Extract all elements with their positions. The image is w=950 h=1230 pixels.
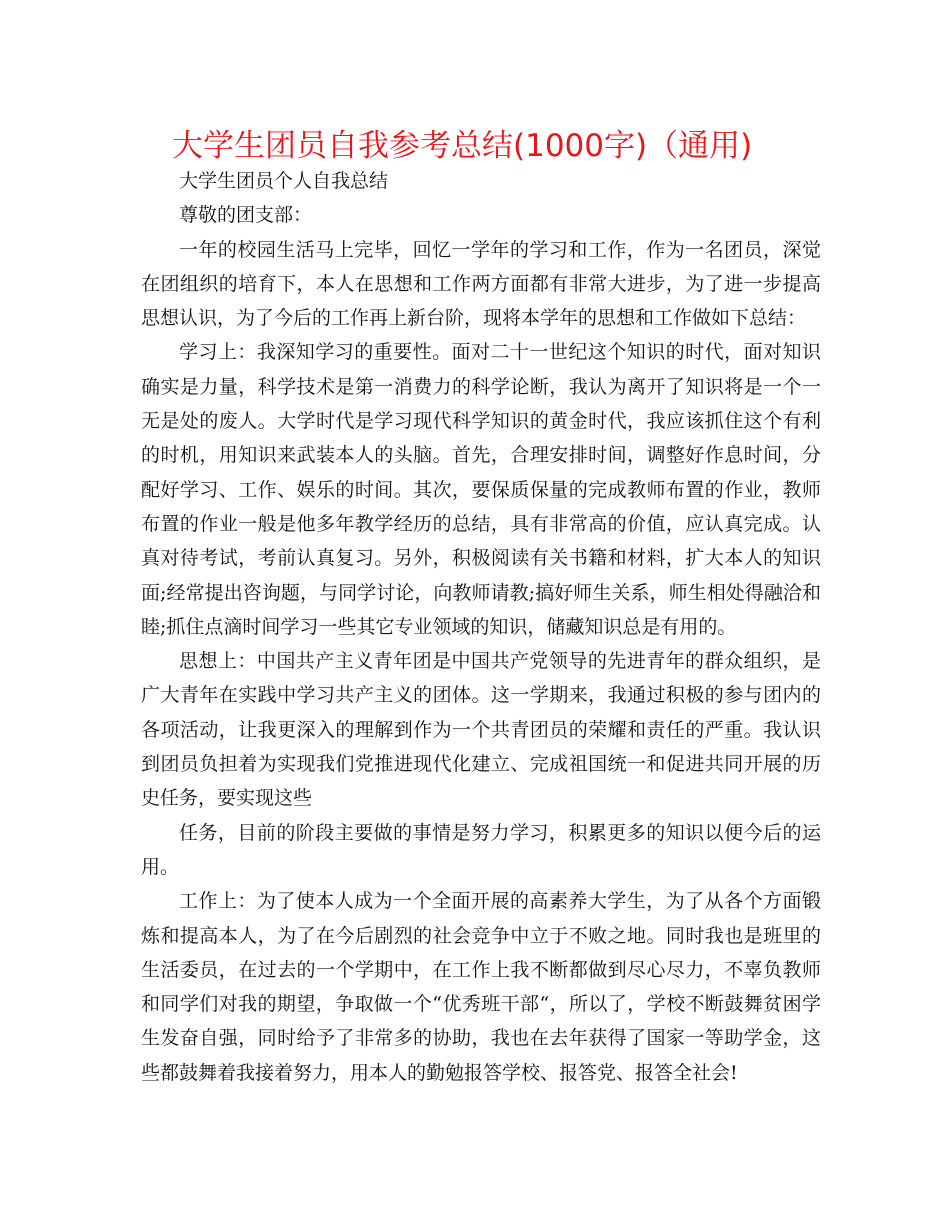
document-body <box>141 164 821 1090</box>
document-title: 大学生团员自我参考总结(1000字)（通用) <box>172 128 753 164</box>
salutation: 尊敬的团支部： <box>179 204 313 227</box>
paragraph-intro: 一年的校园生活马上完毕，回忆一学年的学习和工作，作为一名团员，深觉在团组织的培育下，本人在思想和工作两方面都有非常大进步，为了进一步提高思想认识，为了今后的工作再上新台阶，现将本学年的思想和工作做如下总结： <box>141 238 821 330</box>
paragraph-thought-continued: 任务，目前的阶段主要做的事情是努力学习，积累更多的知识以便今后的运用。 <box>141 821 821 878</box>
paragraph-work: 工作上：为了使本人成为一个全面开展的高素养大学生，为了从各个方面锻炼和提高本人，为了在今后剧烈的社会竞争中立于不败之地。同时我也是班里的生活委员，在过去的一个学期中，在工作上我不断都做到尽心尽力，不辜负教师和同学们对我的期望，争取做一个“优秀班干部“，所以了，学校不断鼓舞贫困学生发奋自强，同时给予了非常多的协助，我也在去年获得了国家一等助学金，这些都鼓舞着我接着努力，用本人的勤勉报答学校、报答党、报答全社会! <box>141 890 821 1084</box>
document-subtitle: 大学生团员个人自我总结 <box>179 170 389 192</box>
paragraph-thought: 思想上：中国共产主义青年团是中国共产党领导的先进青年的群众组织，是广大青年在实践中学习共产主义的团体。这一学期来，我通过积极的参与团内的各项活动，让我更深入的理解到作为一个共青团员的荣耀和责任的严重。我认识到团员负担着为实现我们党推进现代化建立、完成祖国统一和促进共同开展的历史任务，要实现这些 <box>141 650 821 810</box>
paragraph-study: 学习上：我深知学习的重要性。面对二十一世纪这个知识的时代，面对知识确实是力量，科学技术是第一消费力的科学论断，我认为离开了知识将是一个一无是处的废人。大学时代是学习现代科学知识的黄金时代，我应该抓住这个有利的时机，用知识来武装本人的头脑。首先，合理安排时间，调整好作息时间，分配好学习、工作、娱乐的时间。其次，要保质保量的完成教师布置的作业，教师布置的作业一般是他多年教学经历的总结，具有非常高的价值，应认真完成。认真对待考试，考前认真复习。另外，积极阅读有关书籍和材料，扩大本人的知识面;经常提出咨询题，与同学讨论，向教师请教;搞好师生关系，师生相处得融洽和睦;抓住点滴时间学习一些其它专业领域的知识，储藏知识总是有用的。 <box>141 341 821 638</box>
